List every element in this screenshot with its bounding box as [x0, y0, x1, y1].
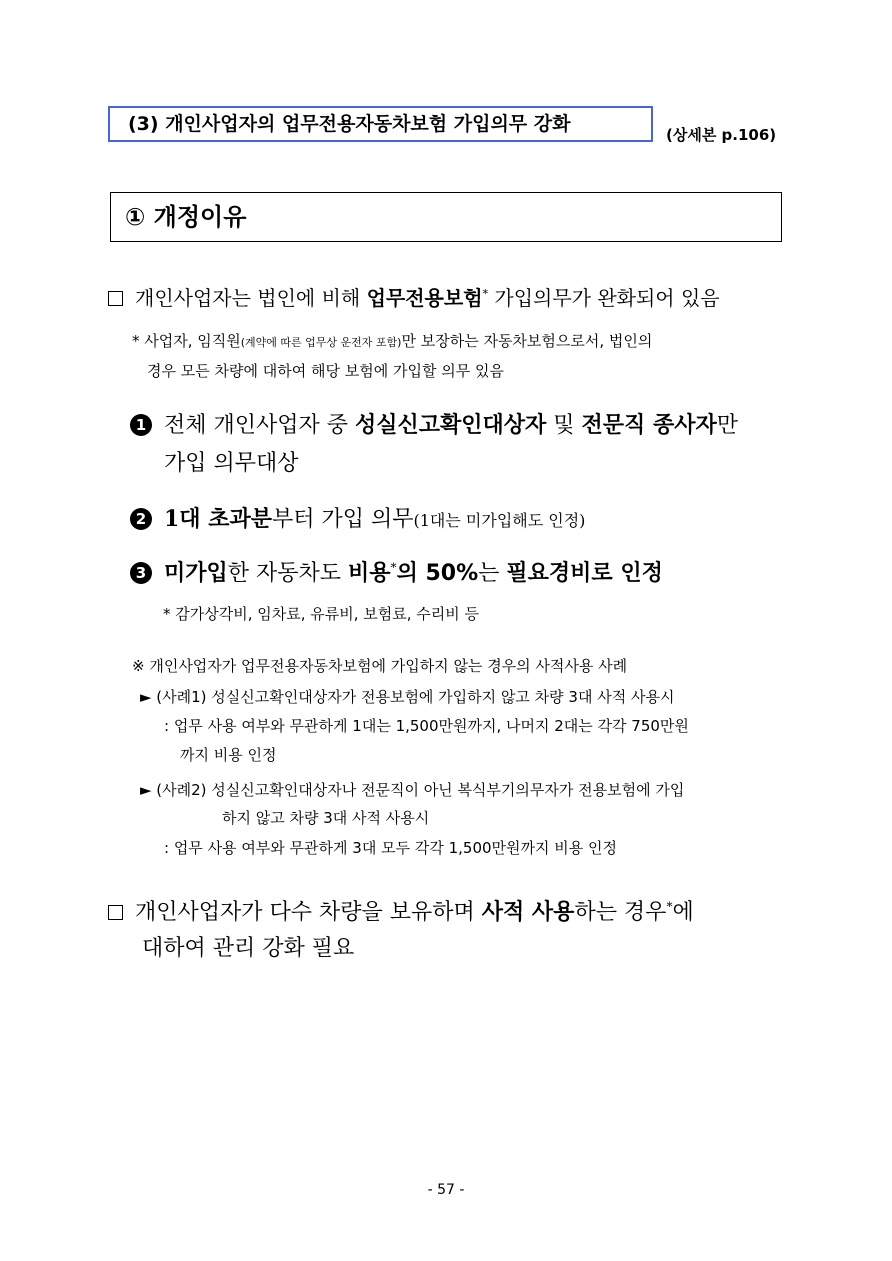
section-title: (3) 개인사업자의 업무전용자동차보험 가입의무 강화	[128, 113, 571, 135]
note-1-line-2: 경우 모든 차량에 대하여 해당 보험에 가입할 의무 있음	[147, 362, 504, 380]
number-2-icon: 2	[130, 508, 152, 530]
note-2: * 감가상각비, 임차료, 유류비, 보험료, 수리비 등	[163, 605, 480, 623]
reason-box	[110, 192, 782, 242]
item-1-line-2: 가입 의무대상	[164, 451, 299, 476]
checkbox-icon	[108, 905, 123, 920]
page-number: - 57 -	[427, 1182, 465, 1198]
bullet-1-emphasis: 업무전용보험	[366, 286, 483, 310]
section-title-box	[108, 106, 653, 142]
item-2: 2 1대 초과분부터 가입 의무(1대는 미가입해도 인정)	[130, 502, 585, 533]
item-3: 3 미가입한 자동차도 비용*의 50%는 필요경비로 인정	[130, 556, 663, 587]
bullet-2-line-2: 대하여 관리 강화 필요	[142, 936, 355, 961]
detail-reference: (상세본 p.106)	[666, 126, 777, 144]
number-3-icon: 3	[130, 562, 152, 584]
case-2-line-2: 하지 않고 차량 3대 사적 사용시	[222, 809, 430, 827]
reference-note: ※ 개인사업자가 업무전용자동차보험에 가입하지 않는 경우의 사적사용 사례	[132, 657, 628, 675]
bullet-1: 개인사업자는 법인에 비해 업무전용보험* 가입의무가 완화되어 있음	[108, 282, 720, 311]
checkbox-icon	[108, 291, 123, 306]
case-1-line-3: 까지 비용 인정	[180, 746, 277, 764]
case-2-line-1: ► (사례2) 성실신고확인대상자나 전문직이 아닌 복식부기의무자가 전용보험에 가입	[140, 781, 685, 799]
note-1-line-1: * 사업자, 임직원(계약에 따른 업무상 운전자 포함)만 보장하는 자동차보험으로서, 법인의	[132, 332, 653, 350]
bullet-2-line-1: 개인사업자가 다수 차량을 보유하며 사적 사용하는 경우*에	[108, 895, 694, 926]
number-1-icon: 1	[130, 414, 152, 436]
case-1-line-1: ► (사례1) 성실신고확인대상자가 전용보험에 가입하지 않고 차량 3대 사적 사용시	[140, 688, 675, 706]
item-1-line-1: 1 전체 개인사업자 중 성실신고확인대상자 및 전문직 종사자만	[130, 408, 738, 439]
case-1-line-2: : 업무 사용 여부와 무관하게 1대는 1,500만원까지, 나머지 2대는 각각 750만원	[164, 717, 689, 735]
case-2-line-3: : 업무 사용 여부와 무관하게 3대 모두 각각 1,500만원까지 비용 인정	[164, 839, 617, 857]
reason-title: ① 개정이유	[125, 203, 247, 231]
